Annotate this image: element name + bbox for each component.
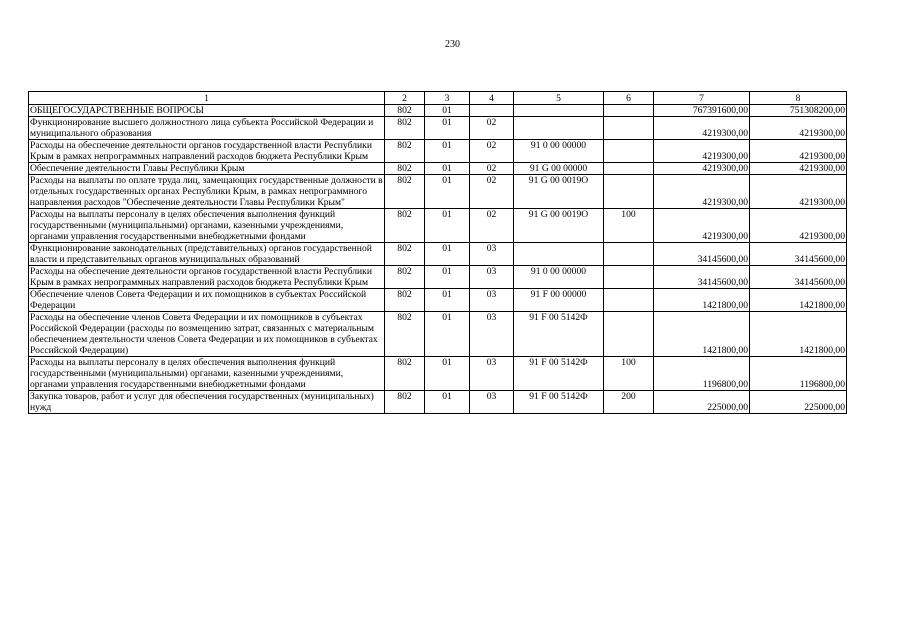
row-sum-cell: 225000,00: [654, 391, 750, 414]
row-code-cell: 802: [385, 243, 425, 266]
row-code-cell: 802: [385, 163, 425, 175]
table-header-row: [29, 92, 847, 105]
row-code-cell: 91 F 00 5142Ф: [514, 357, 604, 391]
table-row: [29, 266, 847, 289]
row-code-cell: 01: [425, 266, 470, 289]
row-sum-cell: 1421800,00: [654, 289, 750, 312]
row-sum-cell: 4219300,00: [654, 140, 750, 163]
row-sum-cell: 4219300,00: [654, 175, 750, 209]
row-code-cell: 91 0 00 00000: [514, 140, 604, 163]
table-row: [29, 357, 847, 391]
page-number: 230: [445, 39, 460, 50]
row-code-cell: 03: [470, 266, 514, 289]
row-code-cell: 91 F 00 5142Ф: [514, 391, 604, 414]
row-name-cell: Обеспечение деятельности Главы Республики Крым: [29, 163, 385, 175]
table-row: [29, 289, 847, 312]
row-sum-cell: 34145600,00: [750, 243, 847, 266]
table-row: [29, 117, 847, 140]
row-sum-cell: 4219300,00: [750, 140, 847, 163]
row-code-cell: 01: [425, 140, 470, 163]
row-code-cell: 02: [470, 209, 514, 243]
row-name-cell: Расходы на обеспечение деятельности органов государственной власти Республики Крым в рамках непрограммных направлений расходов бюджета Республики Крым: [29, 266, 385, 289]
row-sum-cell: 4219300,00: [750, 117, 847, 140]
row-sum-cell: 1421800,00: [750, 312, 847, 357]
row-code-cell: [604, 266, 654, 289]
row-name-cell: Обеспечение членов Совета Федерации и их помощников в субъектах Российской Федерации: [29, 289, 385, 312]
row-name-cell: Расходы на обеспечение деятельности органов государственной власти Республики Крым в рамках непрограммных направлений расходов бюджета Республики Крым: [29, 140, 385, 163]
row-code-cell: 802: [385, 391, 425, 414]
row-code-cell: 01: [425, 117, 470, 140]
row-code-cell: 91 G 00 0019О: [514, 175, 604, 209]
header-cell: 8: [750, 92, 847, 105]
row-name-cell: Расходы на выплаты персоналу в целях обеспечения выполнения функций государственными (муниципальными) органами, казенными учреждениями, органами управления государственными внебюджетными фондами: [29, 209, 385, 243]
row-code-cell: 01: [425, 209, 470, 243]
header-cell: 1: [29, 92, 385, 105]
row-name-cell: Расходы на выплаты персоналу в целях обеспечения выполнения функций государственными (муниципальными) органами, казенными учреждениями, органами управления государственными внебюджетными фондами: [29, 357, 385, 391]
row-code-cell: [604, 163, 654, 175]
row-sum-cell: 1196800,00: [750, 357, 847, 391]
row-code-cell: 03: [470, 289, 514, 312]
header-cell: 6: [604, 92, 654, 105]
row-sum-cell: 767391600,00: [654, 105, 750, 117]
row-name-cell: Функционирование законодательных (представительных) органов государственной власти и представительных органов муниципальных образований: [29, 243, 385, 266]
row-name-cell: ОБЩЕГОСУДАРСТВЕННЫЕ ВОПРОСЫ: [29, 105, 385, 117]
row-code-cell: 100: [604, 209, 654, 243]
row-code-cell: 01: [425, 357, 470, 391]
row-code-cell: 802: [385, 289, 425, 312]
row-code-cell: 802: [385, 117, 425, 140]
row-code-cell: 802: [385, 175, 425, 209]
row-sum-cell: 4219300,00: [750, 163, 847, 175]
row-code-cell: 02: [470, 117, 514, 140]
header-cell: 3: [425, 92, 470, 105]
row-name-cell: Закупка товаров, работ и услуг для обеспечения государственных (муниципальных) нужд: [29, 391, 385, 414]
row-sum-cell: 4219300,00: [750, 175, 847, 209]
row-code-cell: [604, 312, 654, 357]
row-code-cell: 802: [385, 266, 425, 289]
row-code-cell: 01: [425, 243, 470, 266]
row-sum-cell: 34145600,00: [750, 266, 847, 289]
row-code-cell: 01: [425, 312, 470, 357]
row-code-cell: [604, 105, 654, 117]
table-row: [29, 209, 847, 243]
row-name-cell: Расходы на выплаты по оплате труда лиц, замещающих государственные должности в отдельных государственных органах Республики Крым, в рамках непрограммного направления расходов "Обеспечение деятельности Главы Республики Крым": [30, 175, 383, 208]
row-sum-cell: 1421800,00: [750, 289, 847, 312]
row-code-cell: [604, 243, 654, 266]
row-code-cell: 100: [604, 357, 654, 391]
table-row: [29, 140, 847, 163]
row-code-cell: 802: [385, 357, 425, 391]
table-row: [29, 163, 847, 175]
row-sum-cell: 1196800,00: [654, 357, 750, 391]
header-cell: 5: [514, 92, 604, 105]
row-code-cell: [604, 140, 654, 163]
row-code-cell: [604, 289, 654, 312]
row-code-cell: 01: [425, 391, 470, 414]
row-code-cell: 02: [470, 175, 514, 209]
row-code-cell: [514, 243, 604, 266]
row-code-cell: [604, 175, 654, 209]
row-sum-cell: 1421800,00: [654, 312, 750, 357]
row-name-cell: Функционирование высшего должностного лица субъекта Российской Федерации и муниципального образования: [29, 117, 385, 140]
row-sum-cell: 34145600,00: [654, 243, 750, 266]
row-code-cell: 802: [385, 140, 425, 163]
row-code-cell: [604, 117, 654, 140]
row-name-cell: Расходы на обеспечение членов Совета Федерации и их помощников в субъектах Российской Федерации (расходы по возмещению затрат, связанных с материальным обеспечением деятельности членов Совета Федерации и их помощников в субъектах Российской Федерации): [29, 312, 385, 357]
table-row: [29, 105, 847, 117]
row-code-cell: 91 F 00 5142Ф: [514, 312, 604, 357]
row-code-cell: 91 G 00 0019О: [514, 209, 604, 243]
header-cell: 7: [654, 92, 750, 105]
row-code-cell: [514, 117, 604, 140]
header-cell: 2: [385, 92, 425, 105]
row-sum-cell: 4219300,00: [654, 209, 750, 243]
row-sum-cell: 4219300,00: [654, 163, 750, 175]
row-code-cell: 01: [425, 289, 470, 312]
row-code-cell: 91 G 00 00000: [514, 163, 604, 175]
table-row: [29, 175, 847, 209]
row-code-cell: 01: [425, 175, 470, 209]
row-code-cell: 02: [470, 163, 514, 175]
row-code-cell: [470, 105, 514, 117]
row-code-cell: 03: [470, 391, 514, 414]
row-sum-cell: 225000,00: [750, 391, 847, 414]
table-row: [29, 243, 847, 266]
row-code-cell: [514, 105, 604, 117]
row-sum-cell: 4219300,00: [750, 209, 847, 243]
row-code-cell: 91 0 00 00000: [514, 266, 604, 289]
row-sum-cell: 751308200,00: [750, 105, 847, 117]
row-code-cell: 03: [470, 357, 514, 391]
row-code-cell: 03: [470, 312, 514, 357]
header-cell: 4: [470, 92, 514, 105]
budget-table: [28, 91, 847, 414]
row-code-cell: 01: [425, 163, 470, 175]
row-code-cell: 01: [425, 105, 470, 117]
row-code-cell: 03: [470, 243, 514, 266]
row-code-cell: 802: [385, 105, 425, 117]
row-sum-cell: 34145600,00: [654, 266, 750, 289]
row-code-cell: 200: [604, 391, 654, 414]
row-code-cell: 802: [385, 312, 425, 357]
row-code-cell: 802: [385, 209, 425, 243]
row-sum-cell: 4219300,00: [654, 117, 750, 140]
row-code-cell: 02: [470, 140, 514, 163]
table-row: [29, 312, 847, 357]
table-row: [29, 391, 847, 414]
row-code-cell: 91 F 00 00000: [514, 289, 604, 312]
